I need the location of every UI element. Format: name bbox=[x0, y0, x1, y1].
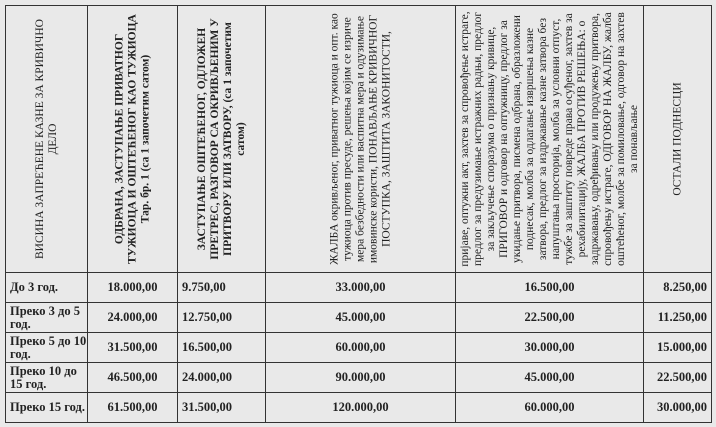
table-header-row bbox=[6, 6, 712, 273]
fee-cell: 24.000,00 bbox=[178, 363, 266, 393]
fee-cell: 46.500,00 bbox=[88, 363, 178, 393]
fee-cell: 60.000,00 bbox=[456, 393, 644, 423]
table-row bbox=[6, 363, 712, 393]
fee-cell: 22.500,00 bbox=[456, 303, 644, 333]
header-defense-text: ОДБРАНА, ЗАСТУПАЊЕ ПРИВАТНОГ ТУЖИОЦА И ОШТЕЋЕНОГ КАО ТУЖИОЦА Тар. бр. 1 (са 1 започетим сатом) bbox=[113, 14, 151, 264]
fee-cell: 11.250,00 bbox=[644, 303, 712, 333]
fee-cell: 30.000,00 bbox=[456, 333, 644, 363]
fee-cell: 60.000,00 bbox=[266, 333, 456, 363]
penalty-range: Преко 15 год. bbox=[6, 393, 88, 423]
header-penalty-text: ВИСИНА ЗАПРЕЋЕНЕ КАЗНЕ ЗА КРИВИЧНО ДЕЛО bbox=[33, 19, 59, 260]
fee-cell: 16.500,00 bbox=[178, 333, 266, 363]
penalty-range: До 3 год. bbox=[6, 273, 88, 303]
header-representation-text: ЗАСТУПАЊЕ ОШТЕЋЕНОГ, ОДЛОЖЕН ПРЕТРЕС, РАЗГОВОР СА ОКРИВЉЕНИМ У ПРИТВОРУ ИЛИ ЗАТВОРУ, (са 1 започетим сатом) bbox=[195, 18, 247, 260]
fee-cell: 22.500,00 bbox=[644, 363, 712, 393]
fee-cell: 16.500,00 bbox=[456, 273, 644, 303]
header-representation bbox=[178, 6, 266, 273]
penalty-range: Преко 3 до 5 год. bbox=[6, 303, 88, 333]
fee-cell: 9.750,00 bbox=[178, 273, 266, 303]
fee-cell: 30.000,00 bbox=[644, 393, 712, 423]
fee-cell: 120.000,00 bbox=[266, 393, 456, 423]
fee-cell: 31.500,00 bbox=[178, 393, 266, 423]
fee-cell: 24.000,00 bbox=[88, 303, 178, 333]
table-row bbox=[6, 333, 712, 363]
fee-cell: 45.000,00 bbox=[266, 303, 456, 333]
fee-cell: 15.000,00 bbox=[644, 333, 712, 363]
fee-table bbox=[5, 5, 712, 423]
header-submissions-text: пријаве, оптужни акт, захтев за спровођење истраге, предлог за предузимање истражних радњи, предлог за закључење споразума о признању кривице, ПРИГОВОР и одговор на оптужницу, предлог за укидање притвора, писмена одбрана, образложени поднесак, молба за одлагање извршења казне затвора, предлог за издржавање казне затвора без напуштања просторија, молба за условни отпуст, тужбе за заштиту повреде права осуђеног, захтев за рехабилитацију, ЖАЛБА ПРОТИВ РЕШЕЊА: о задржавању, одређивању или продужењу притвора, спровођењу истраге, ОДГОВОР НА ЖАЛБУ, жалба оштећеног, молбе за помиловање, одговор на захтев за понављање bbox=[458, 11, 640, 267]
fee-cell: 45.000,00 bbox=[456, 363, 644, 393]
table-row bbox=[6, 393, 712, 423]
fee-cell: 12.750,00 bbox=[178, 303, 266, 333]
header-appeal bbox=[266, 6, 456, 273]
header-submissions bbox=[456, 6, 644, 273]
fee-cell: 61.500,00 bbox=[88, 393, 178, 423]
table-row bbox=[6, 303, 712, 333]
penalty-range: Преко 5 до 10 год. bbox=[6, 333, 88, 363]
header-other-text: ОСТАЛИ ПОДНЕСЦИ bbox=[671, 82, 683, 196]
fee-cell: 18.000,00 bbox=[88, 273, 178, 303]
header-defense bbox=[88, 6, 178, 273]
fee-cell: 8.250,00 bbox=[644, 273, 712, 303]
header-appeal-text: ЖАЛБА окривљеног, приватног тужиоца и опт. као тужиоца против пресуде, решења којим се изриче мера безбедности или васпитна мера и одузимање имовинске користи, ПОНАВЉАЊЕ КРИВИЧНОГ ПОСТУПКА, ЗАШТИТА ЗАКОНИТОСТИ, bbox=[328, 13, 392, 265]
penalty-range: Преко 10 до 15 год. bbox=[6, 363, 88, 393]
fee-cell: 33.000,00 bbox=[266, 273, 456, 303]
table-row bbox=[6, 273, 712, 303]
header-other bbox=[644, 6, 712, 273]
fee-cell: 90.000,00 bbox=[266, 363, 456, 393]
header-penalty bbox=[6, 6, 88, 273]
fee-cell: 31.500,00 bbox=[88, 333, 178, 363]
document-page bbox=[5, 5, 711, 420]
